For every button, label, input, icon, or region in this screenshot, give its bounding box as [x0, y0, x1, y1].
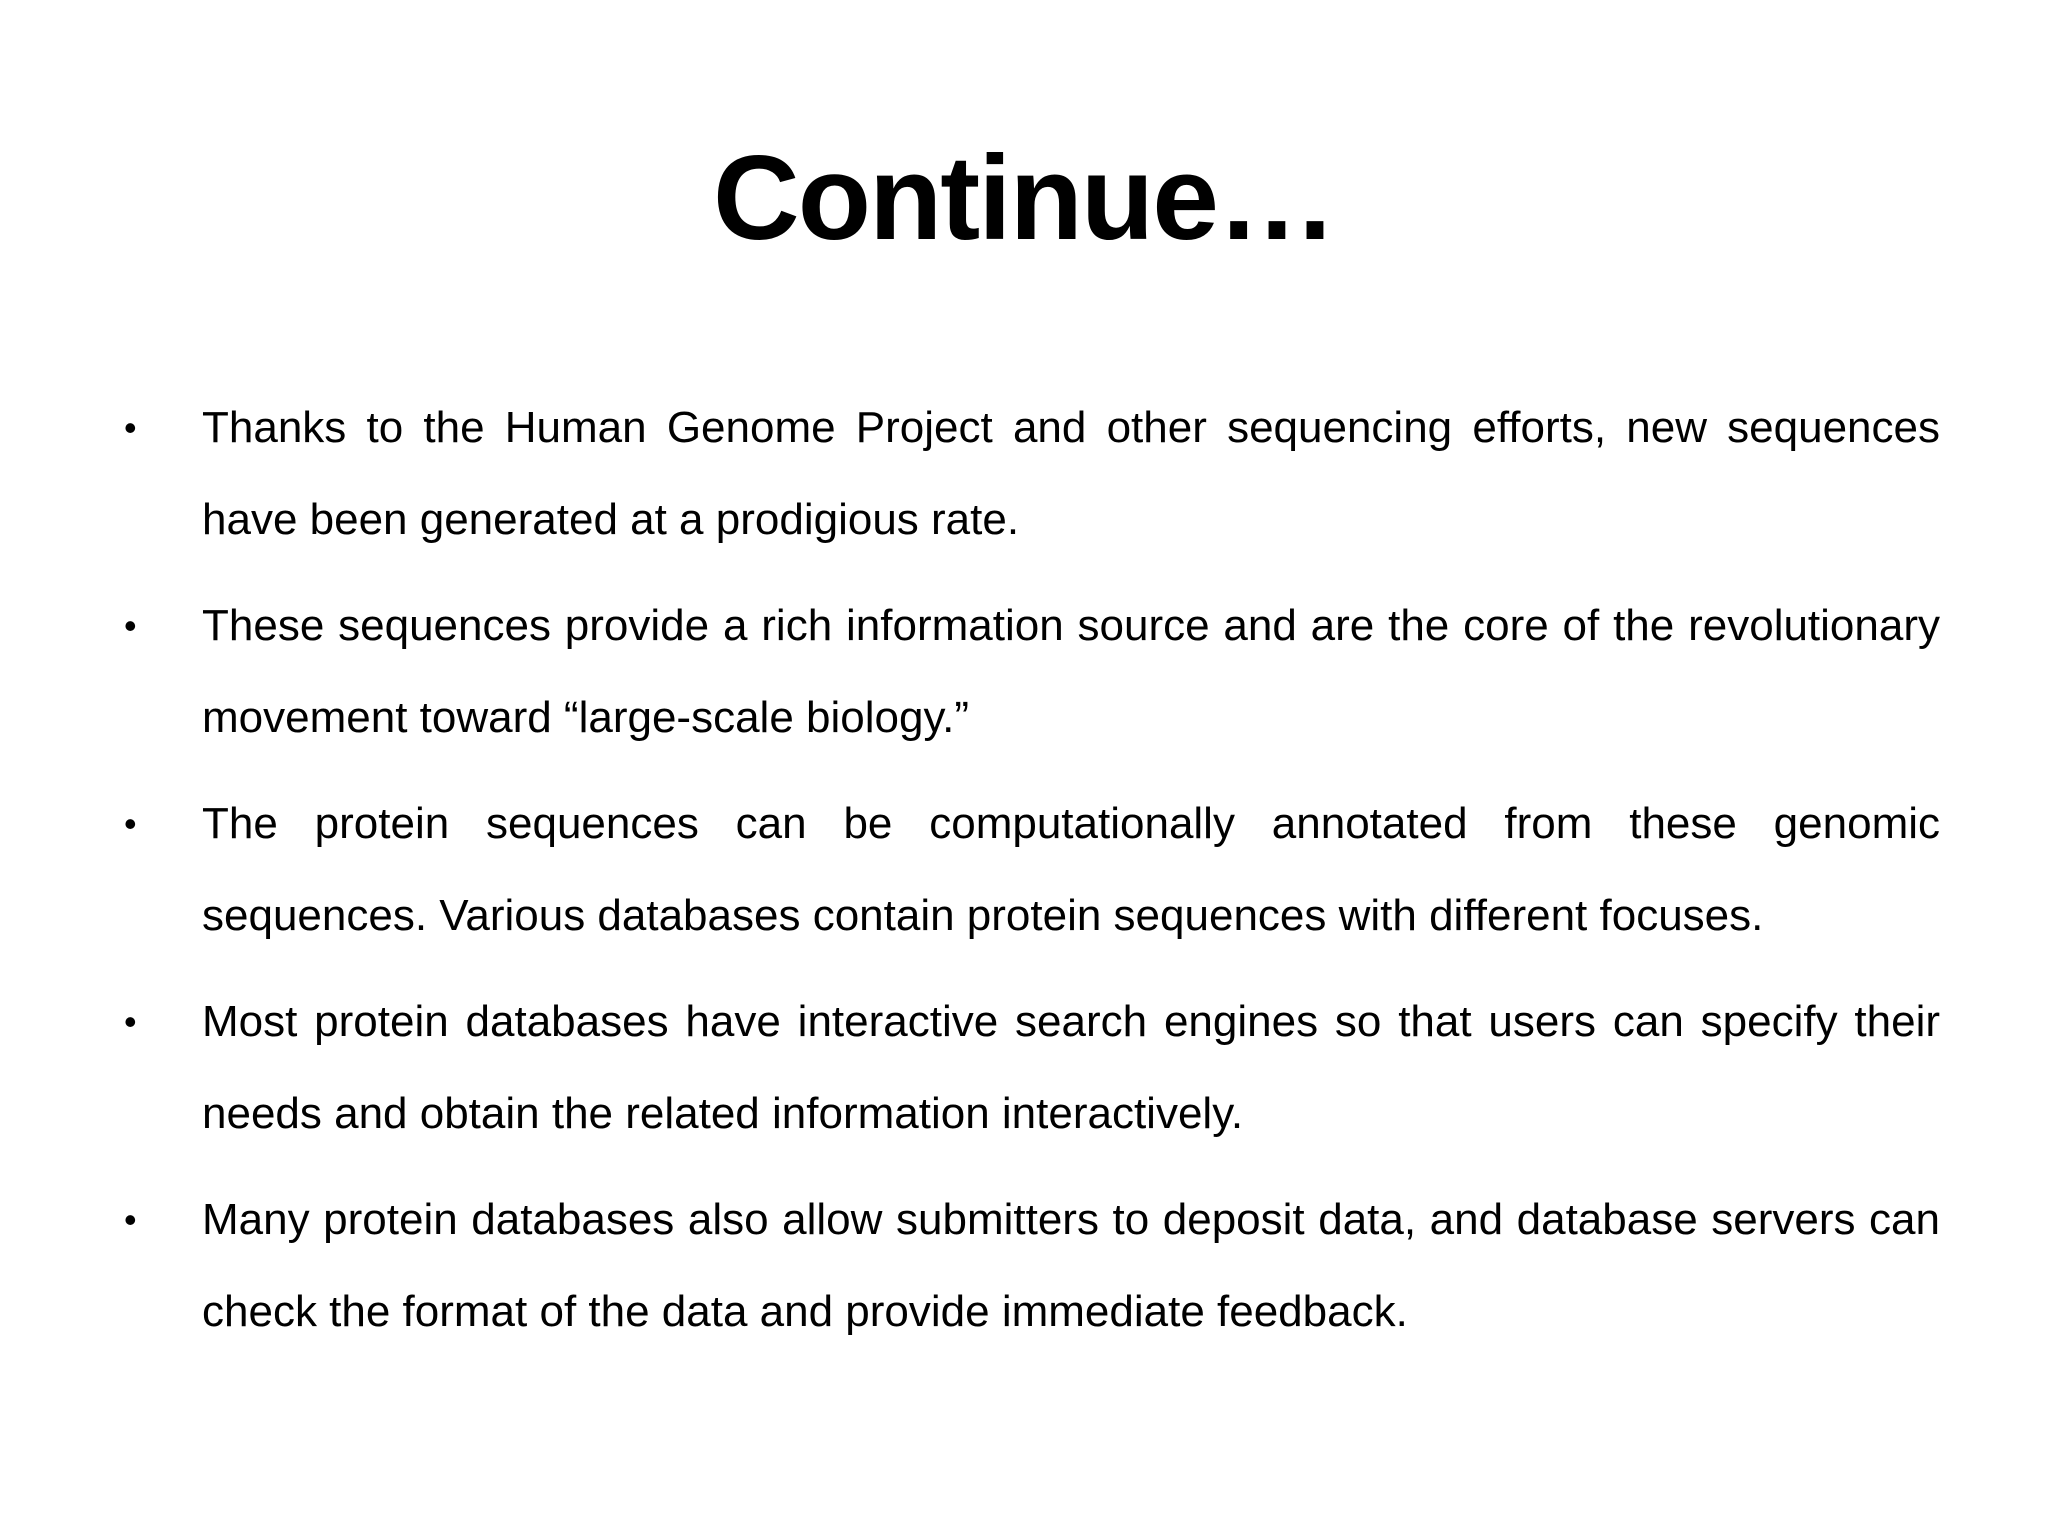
bullet-text: Most protein databases have interactive search engines so that users can specify their needs and obtain the related information interactively. [202, 997, 1940, 1138]
bullet-text: Thanks to the Human Genome Project and other sequencing efforts, new sequences have been generated at a prodigious rate. [202, 403, 1940, 544]
bullet-marker-icon: • [124, 1001, 137, 1042]
bullet-marker-icon: • [124, 605, 137, 646]
bullet-item [120, 778, 1940, 962]
bullet-text: The protein sequences can be computationally annotated from these genomic sequences. Various databases contain protein sequences with different focuses. [202, 799, 1940, 940]
bullet-item [120, 580, 1940, 764]
bullet-item [120, 1174, 1940, 1358]
slide-title: Continue… [713, 131, 1335, 265]
bullet-item [120, 382, 1940, 566]
bullet-marker-icon: • [124, 803, 137, 844]
bullet-text: Many protein databases also allow submitters to deposit data, and database servers can check the format of the data and provide immediate feedback. [202, 1195, 1940, 1336]
bullet-text: These sequences provide a rich information source and are the core of the revolutionary movement toward “large-scale biology.” [202, 601, 1940, 742]
bullet-list [120, 382, 1940, 1372]
bullet-marker-icon: • [124, 1199, 137, 1240]
bullet-marker-icon: • [124, 407, 137, 448]
bullet-item [120, 976, 1940, 1160]
